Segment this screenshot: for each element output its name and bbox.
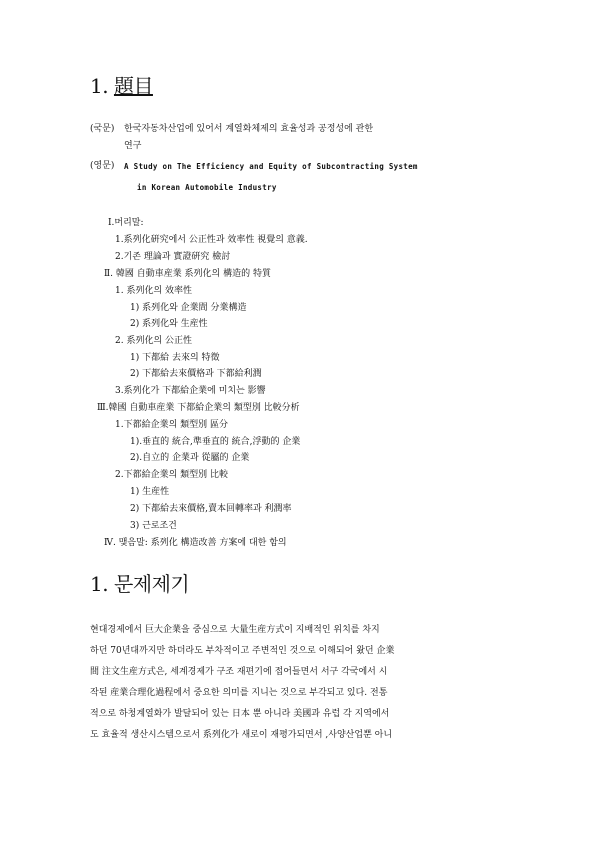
paragraph-line: 하던 70년대까지만 하더라도 부차적이고 주변적인 것으로 이해되어 왔던 企業 bbox=[90, 646, 395, 656]
korean-title-line2: 연구 bbox=[124, 141, 142, 151]
toc-item: 3.系列化가 下都給企業에 미치는 影響 bbox=[115, 386, 266, 396]
title-heading bbox=[90, 70, 153, 99]
toc-item: 1) 生産性 bbox=[130, 487, 170, 497]
toc-item: 2) 下都給去來價格과 下都給利潤 bbox=[130, 369, 262, 379]
toc-item: 2.下都給企業의 類型別 比較 bbox=[115, 470, 229, 480]
toc-item: Ⅳ. 맺음말: 系列化 構造改善 方案에 대한 함의 bbox=[104, 538, 287, 548]
section-heading bbox=[90, 568, 189, 597]
toc-item: Ⅲ.韓國 自動車産業 下都給企業의 類型別 比較分析 bbox=[97, 403, 300, 413]
title-heading-number: 1. bbox=[90, 74, 109, 98]
toc-item: 2.기존 理論과 實證硏究 檢討 bbox=[115, 252, 231, 262]
toc-item: 1. 系列化의 效率性 bbox=[115, 286, 193, 296]
korean-title-label: (국문) bbox=[90, 124, 115, 134]
toc-item: 2) 下都給去來價格,賣本回轉率과 利潤率 bbox=[130, 504, 292, 514]
toc-item: 1) 系列化와 企業間 分業構造 bbox=[130, 303, 247, 313]
paragraph-line: 間 注文生産方式은, 세계경제가 구조 재편기에 접어들면서 서구 각국에서 시 bbox=[90, 667, 388, 677]
paragraph-line: 작된 産業合理化過程에서 중요한 의미를 지니는 것으로 부각되고 있다. 전통 bbox=[90, 688, 388, 698]
paragraph-line: 도 효율적 생산시스템으로서 系列化가 새로이 재평가되면서 ,사양산업뿐 아니 bbox=[90, 730, 393, 740]
toc-item: 2. 系列化의 公正性 bbox=[115, 336, 193, 346]
english-title-line2: in Korean Automobile Industry bbox=[137, 183, 277, 192]
toc-item: 1).垂直的 統合,準垂直的 統合,浮動的 企業 bbox=[130, 437, 301, 447]
english-title-label: (영문) bbox=[90, 161, 115, 171]
toc-item: 2).自立的 企業과 從屬的 企業 bbox=[130, 453, 250, 463]
korean-title-line1: 한국자동차산업에 있어서 계열화체제의 효율성과 공정성에 관한 bbox=[124, 124, 374, 134]
section-heading-text: 문제제기 bbox=[113, 572, 190, 596]
toc-item: Ⅱ. 韓國 自動車産業 系列化의 構造的 特質 bbox=[104, 269, 271, 279]
paragraph-line: 현대경제에서 巨大企業을 중심으로 大量生産方式이 지배적인 위치를 차지 bbox=[90, 625, 380, 635]
toc-item: 1) 下都給 去來의 特徵 bbox=[130, 353, 220, 363]
body-paragraph bbox=[90, 620, 460, 746]
toc-item: Ⅰ.머리말: bbox=[108, 218, 144, 228]
paragraph-line: 적으로 하청계열화가 발달되어 있는 日本 뿐 아니라 美國과 유럽 각 지역에서 bbox=[90, 709, 390, 719]
english-title-line1: A Study on The Efficiency and Equity of Subcontracting System bbox=[124, 162, 418, 171]
section-heading-number: 1. bbox=[90, 572, 109, 596]
toc-item: 2) 系列化와 生産性 bbox=[130, 319, 208, 329]
title-heading-text: 題目 bbox=[113, 74, 153, 98]
toc-item: 3) 근로조건 bbox=[130, 521, 177, 531]
toc-item: 1.下都給企業의 類型別 區分 bbox=[115, 420, 229, 430]
toc-item: 1.系列化硏究에서 公正性과 效率性 視覺의 意義. bbox=[115, 235, 308, 245]
